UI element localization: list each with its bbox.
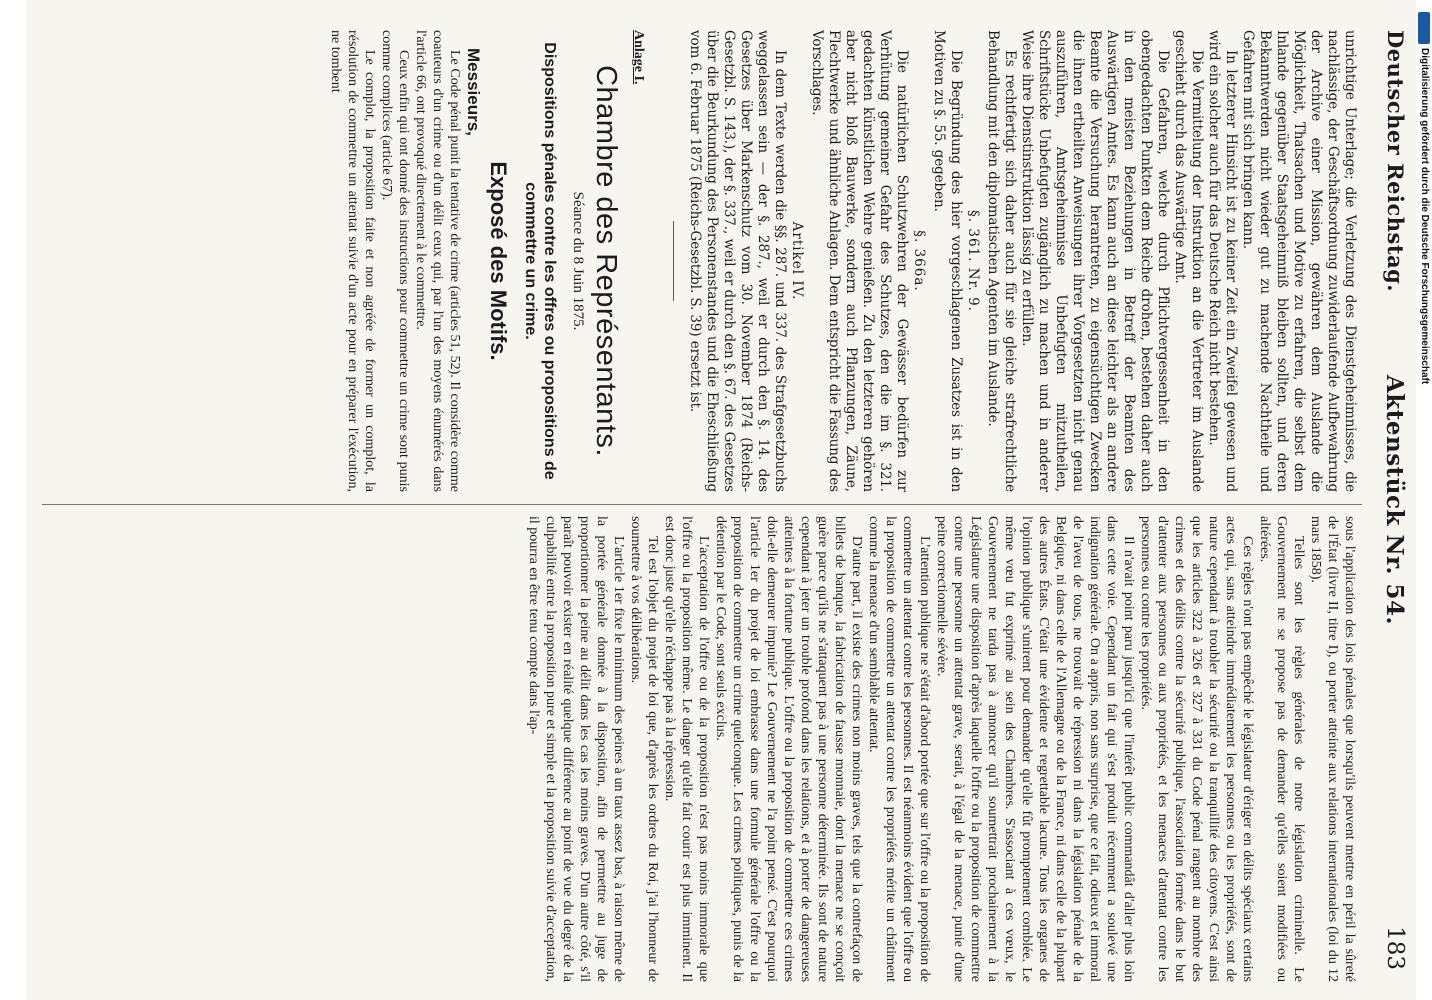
dfg-logo-icon (1418, 12, 1430, 44)
right-column (525, 516, 1358, 982)
session-date: Séance du 8 Juin 1875. (570, 191, 586, 331)
paragraph: Il n'avait point paru jusqu'ici que l'intérêt public commandât d'aller plus loin dans cette voie. Cependant un fait qui s'est produit récemment a soulevé une indignation générale. On a appris, non sans surprise, que ce fait, odieux et immoral de l'aveu de tous, ne trouvait de répression ni dans la législation pénale de la Belgique, ni dans celle de l'Allemagne ou de la France, ni dans celle de la plupart des autres États. C'était une évidente et regrettable lacune. Tous les organes de l'opinion publique s'unirent pour demander qu'elle fût promptement comblée. Le même vœu fut exprimé au sein des Chambres. S'associant à ces vœux, le Gouvernement ne tarda pas à annoncer qu'il soumettrait prochainement à la Législature une disposition d'après laquelle l'offre ou la proposition de commettre contre une personne un attentat grave, serait, à l'égal de la menace, punie d'une peine correctionnelle sévère. (934, 516, 1136, 982)
paragraph: Die Vermittelung der Instruktion an die Vertreter im Auslande geschieht durch das Auswärtige Amt. (1172, 30, 1205, 492)
salutation: Messieurs, (464, 48, 483, 136)
paragraph: Ces règles n'ont pas empêché le législateur d'ériger en délits spéciaux certains actes qui, sans atteindre immédiatement les personnes ou les propriétés, sont de nature cependant à troubler la sécurité ou la tranquillité des citoyens. C'est ainsi que les articles 322 à 326 et 327 à 331 du Code pénal rangent au nombre des crimes et des délits contre la sécurité publique, l'association formée dans le but d'attenter aux personnes ou aux propriétés, et les menaces d'attentat contre les personnes ou contre les propriétés. (1138, 516, 1255, 982)
german-text (686, 30, 1358, 492)
bill-title: Dispositions pénales contre les offres ou propositions de commettre un crime. (522, 42, 558, 480)
expose-heading: Exposé des Motifs. (486, 161, 511, 361)
page-number: 183 (1382, 926, 1408, 970)
paragraph: Telles sont les règles générales de notre législation criminelle. Le Gouvernement ne se propose pas de demander qu'elles soient modifiées ou altérées. (1257, 516, 1306, 982)
chamber-title: Chambre des Représentants. (590, 65, 622, 457)
paragraph: Die Gefahren, welche durch Pflichtvergessenheit in den obengedachten Punkten dem Reiche drohen, bestehen daher auch in den meisten Beziehungen in Betreff der Beamten des Auswärtigen Amtes. Es kann auch an diese leichter als an andere Beamte die Versuchung herantreten, zu eigensüchtigen Zwecken die ihnen ertheilten Anweisungen ihrer Vorgesetzten nicht genau auszuführen, Amtsgeheimnisse Unbefugten mitzutheilen, Schriftstücke Unbefugten zugänglich zu machen und in anderer Weise ihre Dienstinstruktion lässig zu erfüllen. (1019, 30, 1171, 492)
paragraph: D'autre part, il existe des crimes non moins graves, tels que la contrefaçon de billets de banque, la fabrication de fausse monnaie, dont la menace ne se conçoit guère parce qu'ils ne s'attaquent pas à une personne déterminée. Ils sont de nature cependant à jeter un trouble profond dans les relations, et à porter de dangereuses atteintes à la fortune publique. L'offre ou la proposition de commettre ces crimes doit-elle demeurer impunie? Le Gouvernement ne l'a point pensé. C'est pourquoi l'article 1er du projet de loi embrasse dans une formule générale l'offre ou la proposition de commettre un crime quelconque. Les crimes politiques, punis de la détention par le Code, sont seuls exclus. (713, 516, 864, 982)
article-heading: Artikel IV. (789, 221, 805, 301)
paragraph: sous l'application des lois pénales que lorsqu'ils peuvent mettre en péril la sûreté de l'État (livre II, titre I), ou porter atteinte aux relations internationales (loi du 12 mars 1858). (1308, 516, 1357, 982)
section-heading: §. 361. Nr. 9. (965, 210, 981, 312)
header-center: Aktenstück Nr. 54. (1381, 374, 1408, 626)
paragraph: Es rechtfertigt sich daher auch für sie gleiche strafrechtliche Behandlung mit den diplomatischen Agenten im Auslande. (985, 30, 1018, 492)
paragraph: Die Begründung des hier vorgeschlagenen Zusatzes ist in den Motiven zu §. 55. gegeben. (931, 30, 964, 492)
scanned-page (26, 0, 1416, 1000)
page-header (1372, 30, 1408, 970)
funding-text: Digitalisierung gefördert durch die Deutsche Forschungsgemeinschaft (1419, 48, 1430, 385)
paragraph: Le Code pénal punit la tentative de crime (articles 51, 52). Il considère comme coauteurs d'un crime ou d'un délit ceux qui, par l'un des moyens énumérés dans l'article 66, ont provoqué directement à le commettre. (413, 30, 462, 492)
header-left: Deutscher Reichstag. (1383, 30, 1408, 293)
paragraph: Tel est l'objet du projet de loi que, d'après les ordres du Roi, j'ai l'honneur de soumettre à vos délibérations. (628, 516, 660, 982)
separator-rule (673, 221, 674, 301)
paragraph: Ceux enfin qui ont donné des instructions pour commettre un crime sont punis comme complices (article 67). (379, 30, 411, 492)
left-column (327, 30, 1358, 492)
paragraph: L'attention publique ne s'était d'abord portée que sur l'offre ou la proposition de commettre un attentat contre les personnes. Il est néanmoins évident que l'offre ou la proposition de commettre un attentat contre les propriétés mérite un châtiment comme la menace d'un semblable attentat. (866, 516, 932, 982)
paragraph: Le complot, la proposition faite et non agréée de former un complot, la résolution de commettre un attentat suivie d'un acte pour en préparer l'exécution, ne tombent (328, 30, 377, 492)
paragraph: In dem Texte werden die §§. 287. und 337. des Strafgesetzbuchs weggelassen sein — der §. 287., weil er durch den §. 14. des Gesetzes über Markenschutz vom 30. November 1874 (Reichs-Gesetzbl. S. 143.), der §. 337., weil er durch den §. 67. des Gesetzes über die Beurkundung des Personenstandes und die Eheschließung vom 6. Februar 1875 (Reichs-Gesetzbl. S. 39) ersetzt ist. (687, 30, 788, 492)
funding-note (1418, 12, 1430, 988)
annex-label: Anlage I. (631, 30, 646, 85)
section-heading: §. 366a. (911, 230, 927, 292)
column-divider (42, 504, 1362, 505)
paragraph: In letzterer Hinsicht ist zu keiner Zeit ein Zweifel gewesen und wird ein solcher auch für das Deutsche Reich nicht bestehen. (1206, 30, 1239, 492)
paragraph: unrichtige Unterlage; die Verletzung des Dienstgeheimnisses, die nachlässige, der Geschäftsordnung zuwiderlaufende Aufbewahrung der Archive einer Mission, gewähren dem Auslande die Möglichkeit, Thatsachen und Motive zu erfahren, die selbst dem Inlande gegenüber Staatsgeheimniß bleiben sollten, und deren Bekanntwerden nicht wieder gut zu machende Nachtheile und Gefahren mit sich bringen kann. (1240, 30, 1358, 492)
paragraph: L'acceptation de l'offre ou de la proposition n'est pas moins immorale que l'offre ou la proposition même. Le danger qu'elle fait courir est plus imminent. Il est donc juste qu'elle n'échappe pas à la répression. (662, 516, 711, 982)
paragraph: L'article 1er fixe le minimum des peines à un taux assez bas, à raison même de la portée générale donnée à la disposition, afin de permettre au juge de proportionner la peine au délit dans les cas les moins graves. D'un autre côté, s'il paraît pouvoir exister en réalité quelque différence au point de vue du degré de la culpabilité entre la proposition pure et simple et la proposition suivie d'acceptation, il pourra en être tenu compte dans l'ap- (526, 516, 626, 982)
paragraph: Die natürlichen Schutzwehren der Gewässer bedürfen zur Verhütung gemeiner Gefahr des Schutzes, den die im §. 321. gedachten künstlichen Wehre genießen. Zu den letzteren gehören aber nicht bloß Bauwerke, sondern auch Pflanzungen, Zäune, Flechtwerke und ähnliche Anlagen. Dem entspricht die Fassung des Vorschlages. (809, 30, 910, 492)
